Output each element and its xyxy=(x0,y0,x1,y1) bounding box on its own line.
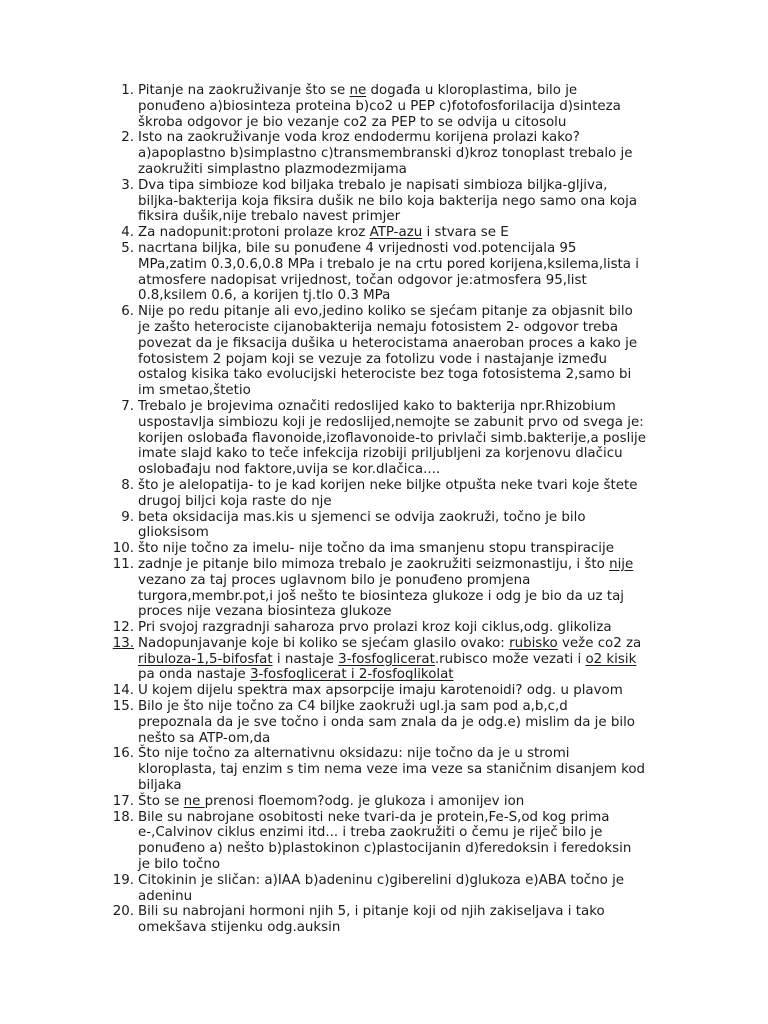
list-item-line xyxy=(0,431,768,447)
text-segment: fotosistem 2 pojam koji se vezuje za fotolizu vode i nastajanje između xyxy=(138,351,607,367)
list-item-number: 12. xyxy=(112,620,134,636)
underlined-text: 3-fosfoglicerat xyxy=(338,651,435,667)
text-segment: U kojem dijelu spektra max apsorpcije imaju karotenoidi? odg. u plavom xyxy=(138,683,623,699)
list-item xyxy=(0,904,768,936)
text-segment: drugoj biljci koja raste do nje xyxy=(138,493,332,509)
list-item-line xyxy=(0,683,768,699)
list-item-line xyxy=(0,573,768,589)
text-segment: pa onda nastaje xyxy=(138,667,250,683)
text-segment: prepoznala da je sve točno i onda sam znala da je odg.e) mislim da je bilo xyxy=(138,714,636,730)
text-segment: vezano za taj proces uglavnom bilo je ponuđeno promjena xyxy=(138,572,531,588)
text-segment: oslobađaju nod faktore,uvija se kor.dlačica.... xyxy=(138,462,441,478)
text-segment: zaokružiti simplastno plazmodezmijama xyxy=(138,161,407,177)
list-item-number: 13. xyxy=(112,635,134,651)
text-segment: ponuđeno a) nešto b)plastokinon c)plastocijanin d)feredoksin i feredoksin xyxy=(138,841,632,857)
text-segment: Bilo je što nije točno za C4 biljke zaokruži ugl.ja sam pod a,b,c,d xyxy=(138,699,568,715)
list-item-number: 8. xyxy=(121,477,134,493)
text-segment: adeninu xyxy=(138,888,193,904)
list-item-line xyxy=(0,794,768,810)
list-item-number: 9. xyxy=(121,509,134,525)
list-item-line xyxy=(0,146,768,162)
text-segment: događa u kloroplastima, bilo je xyxy=(366,83,578,98)
list-item-line xyxy=(0,415,768,431)
list-item-number: 1. xyxy=(121,83,134,98)
text-segment: Trebalo je brojevima označiti redoslijed kako to bakterija npr.Rhizobium xyxy=(138,398,616,414)
list-item-line xyxy=(0,383,768,399)
list-item-number: 20. xyxy=(112,904,134,920)
list-item-line xyxy=(0,873,768,889)
text-segment: prenosi floemom?odg. je glukoza i amonijev ion xyxy=(204,793,525,809)
text-segment: biljaka xyxy=(138,778,182,794)
list-item xyxy=(0,873,768,905)
text-segment: Nadopunjavanje koje bi koliko se sjećam glasilo ovako: xyxy=(138,635,510,651)
text-segment: povezat da je fiksacija dušika u heterocistama anaeroban proces a kako je xyxy=(138,335,638,351)
list-item-line xyxy=(0,478,768,494)
text-segment: Pri svojoj razgradnji saharoza prvo prolazi kroz koji ciklus,odg. glikoliza xyxy=(138,620,612,636)
text-segment: zadnje je pitanje bilo mimoza trebalo je zaokružiti seizmonastiju, i što xyxy=(138,556,610,572)
text-segment: je bilo točno xyxy=(138,857,221,873)
text-segment: fiksira dušik,nije trebalo navest primjer xyxy=(138,209,401,225)
list-item-line xyxy=(0,304,768,320)
text-segment: ponuđeno a)biosinteza proteina b)co2 u PEP c)fotofosforilacija d)sinteza xyxy=(138,98,621,114)
list-item-line xyxy=(0,541,768,557)
underlined-text: ne xyxy=(183,793,205,809)
list-item xyxy=(0,478,768,510)
text-segment: imate slajd kako to teče infekcija rizobiji priljubljeni za korjenovu dlačicu xyxy=(138,446,623,462)
list-item-number: 14. xyxy=(112,683,134,699)
list-item-line xyxy=(0,715,768,731)
text-segment: turgora,membr.pot,i još nešto te biosinteza glukoze i odg je bio da uz taj xyxy=(138,588,624,604)
text-segment: e-,Calvinov ciklus enzimi itd... i treba zaokružiti o čemu je riječ bilo je xyxy=(138,825,603,841)
list-item-line xyxy=(0,525,768,541)
list-item-line xyxy=(0,699,768,715)
text-segment: Dva tipa simbioze kod biljaka trebalo je napisati simbioza biljka-gljiva, xyxy=(138,177,608,193)
text-segment: MPa,zatim 0.3,0.6,0.8 MPa i trebalo je na crtu pored korijena,ksilema,lista i xyxy=(138,256,639,272)
text-segment: .rubisco može vezati i xyxy=(434,651,586,667)
text-segment: škroba odgovor je bio vezanje co2 za PEP to se odvija u citosolu xyxy=(138,114,567,130)
list-item-line xyxy=(0,241,768,257)
list-item xyxy=(0,130,768,177)
text-segment: biljka-bakterija koja fiksira dušik ne bilo koja bakterija nego samo ona koja xyxy=(138,193,638,209)
list-item-line xyxy=(0,209,768,225)
text-segment: Nije po redu pitanje ali evo,jedino koliko se sjećam pitanje za objasnit bilo xyxy=(138,304,633,320)
list-item xyxy=(0,225,768,241)
list-item-number: 3. xyxy=(121,177,134,193)
text-segment: je zašto heterociste cijanobakterija nemaju fotosistem 2- odgovor treba xyxy=(138,319,619,335)
list-item-line xyxy=(0,510,768,526)
text-segment: 0.8,ksilem 0.6, a korijen tj.tlo 0.3 MPa xyxy=(138,288,391,304)
list-item-line xyxy=(0,320,768,336)
list-item-line xyxy=(0,83,768,99)
list-item xyxy=(0,83,768,130)
list-item-number: 10. xyxy=(112,541,134,557)
list-item-number: 16. xyxy=(112,746,134,762)
list-item-line xyxy=(0,352,768,368)
list-item-line xyxy=(0,857,768,873)
list-item-line xyxy=(0,762,768,778)
text-segment: Što se xyxy=(138,793,184,809)
list-item xyxy=(0,510,768,542)
text-segment: što nije točno za imelu- nije točno da ima smanjenu stopu transpiracije xyxy=(138,541,614,557)
list-item xyxy=(0,746,768,793)
text-segment: Za nadopunit:protoni prolaze kroz xyxy=(138,225,370,241)
list-item-line xyxy=(0,904,768,920)
list-item-line xyxy=(0,162,768,178)
text-segment: proces nije vezana biosinteza glukoze xyxy=(138,604,392,620)
underlined-text: o2 kisik xyxy=(585,651,637,667)
list-item-line xyxy=(0,288,768,304)
text-segment: Što nije točno za alternativnu oksidazu: nije točno da je u stromi xyxy=(138,746,570,762)
list-item-line xyxy=(0,620,768,636)
text-segment: kloroplasta, taj enzim s tim nema veze ima veze sa staničnim disanjem kod xyxy=(138,762,646,778)
list-item-line xyxy=(0,667,768,683)
list-item-line xyxy=(0,746,768,762)
text-segment: nešto sa ATP-om,da xyxy=(138,730,271,746)
text-segment: veže co2 za xyxy=(557,635,642,651)
list-item-line xyxy=(0,446,768,462)
list-item-line xyxy=(0,257,768,273)
list-item-line xyxy=(0,194,768,210)
list-item xyxy=(0,541,768,557)
text-segment: Isto na zaokruživanje voda kroz endodermu korijena prolazi kako? xyxy=(138,130,580,146)
text-segment: Bile su nabrojane osobitosti neke tvari-da je protein,Fe-S,od kog prima xyxy=(138,809,610,825)
list-item xyxy=(0,304,768,399)
list-item-line xyxy=(0,825,768,841)
list-item-number: 4. xyxy=(121,225,134,241)
list-item-line xyxy=(0,462,768,478)
list-item-number: 18. xyxy=(112,809,134,825)
list-item xyxy=(0,241,768,304)
list-item-line xyxy=(0,920,768,936)
text-segment: beta oksidacija mas.kis u sjemenci se odvija zaokruži, točno je bilo xyxy=(138,509,586,525)
list-item xyxy=(0,636,768,683)
underlined-text: 3-fosfoglicerat i 2-fosfoglikolat xyxy=(249,667,454,683)
text-segment: i nastaje xyxy=(272,651,339,667)
underlined-text: ribuloza-1,5-bifosfat xyxy=(138,651,273,667)
text-segment: nacrtana biljka, bile su ponuđene 4 vrijednosti vod.potencijala 95 xyxy=(138,240,577,256)
underlined-text: ATP-azu xyxy=(369,225,423,241)
list-item-line xyxy=(0,731,768,747)
list-item-line xyxy=(0,336,768,352)
text-segment: korijen oslobađa flavonoide,izoflavonoide-to privlači simb.bakterije,a poslije xyxy=(138,430,647,446)
list-item-line xyxy=(0,130,768,146)
list-item-line xyxy=(0,494,768,510)
list-item-line xyxy=(0,367,768,383)
underlined-text: nije xyxy=(609,556,634,572)
list-item-line xyxy=(0,810,768,826)
list-item-line xyxy=(0,273,768,289)
list-item-number: 5. xyxy=(121,240,134,256)
numbered-list xyxy=(0,83,768,936)
text-segment: Citokinin je sličan: a)IAA b)adeninu c)giberelini d)glukoza e)ABA točno je xyxy=(138,872,625,888)
text-segment: uspostavlja simbiozu koji je redoslijed,nemojte se zabunit prvo od svega je: xyxy=(138,414,644,430)
list-item-line xyxy=(0,889,768,905)
list-item-number: 19. xyxy=(112,872,134,888)
list-item xyxy=(0,794,768,810)
list-item-line xyxy=(0,225,768,241)
list-item xyxy=(0,178,768,225)
list-item xyxy=(0,683,768,699)
text-segment: im smetao,štetio xyxy=(138,383,251,399)
text-segment: glioksisom xyxy=(138,525,209,541)
list-item-line xyxy=(0,557,768,573)
text-segment: Bili su nabrojani hormoni njih 5, i pitanje koji od njih zakiseljava i tako xyxy=(138,904,605,920)
list-item-number: 17. xyxy=(112,793,134,809)
list-item-line xyxy=(0,399,768,415)
list-item-line xyxy=(0,604,768,620)
list-item xyxy=(0,557,768,620)
text-segment: što je alelopatija- to je kad korijen neke biljke otpušta neke tvari koje štete xyxy=(138,477,638,493)
text-segment: omekšava stijenku odg.auksin xyxy=(138,920,341,936)
underlined-text: rubisko xyxy=(509,635,558,651)
list-item xyxy=(0,810,768,873)
text-segment: Pitanje na zaokruživanje što se xyxy=(138,83,350,98)
list-item-line xyxy=(0,778,768,794)
list-item-number: 15. xyxy=(112,699,134,715)
list-item-line xyxy=(0,99,768,115)
text-segment: i stvara se E xyxy=(422,225,509,241)
list-item xyxy=(0,399,768,478)
list-item-line xyxy=(0,636,768,652)
list-item-number: 7. xyxy=(121,398,134,414)
underlined-text: ne xyxy=(349,83,367,98)
list-item-line xyxy=(0,652,768,668)
list-item-line xyxy=(0,841,768,857)
list-item-line xyxy=(0,115,768,131)
list-item xyxy=(0,699,768,746)
text-segment: a)apoplastno b)simplastno c)transmembranski d)kroz tonoplast trebalo je xyxy=(138,146,633,162)
text-segment: atmosfere nadopisat vrijednost, točan odgovor je:atmosfera 95,list xyxy=(138,272,587,288)
list-item-line xyxy=(0,589,768,605)
list-item-number: 6. xyxy=(121,304,134,320)
text-segment: ostalog kisika tako evolucijski heterociste bez toga fotosistema 2,samo bi xyxy=(138,367,632,383)
list-item-line xyxy=(0,178,768,194)
list-item-number: 2. xyxy=(121,130,134,146)
list-item xyxy=(0,620,768,636)
list-item-number: 11. xyxy=(112,556,134,572)
